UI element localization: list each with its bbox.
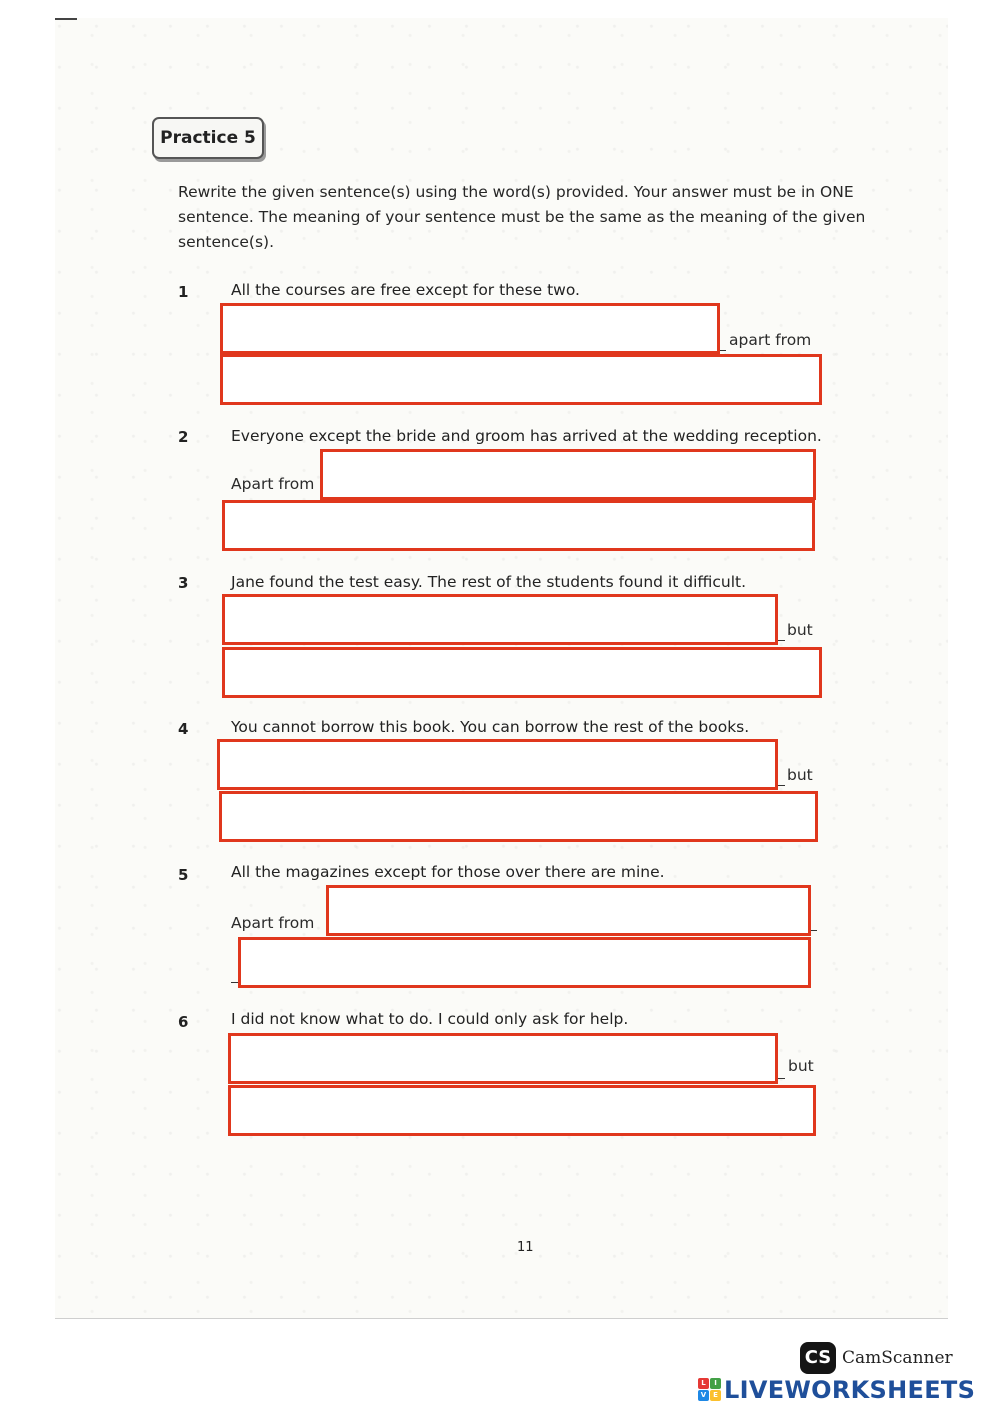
question-number: 3 bbox=[178, 574, 189, 592]
question-text: All the magazines except for those over there are mine. bbox=[231, 863, 665, 881]
keyword-label: Apart from bbox=[231, 914, 315, 932]
question-number: 1 bbox=[178, 283, 189, 301]
answer-underline bbox=[778, 785, 785, 786]
camscanner-icon: CS bbox=[800, 1342, 836, 1374]
answer-underline bbox=[778, 1078, 785, 1079]
answer-underline bbox=[778, 640, 785, 641]
answer-box-1b[interactable] bbox=[220, 354, 822, 405]
practice-title: Practice 5 bbox=[152, 117, 264, 159]
instructions: Rewrite the given sentence(s) using the word(s) provided. Your answer must be in ONE sentence. The meaning of your sentence must be the same as the meaning of the given sentence(s). bbox=[178, 183, 866, 251]
answer-box-5a[interactable] bbox=[326, 885, 811, 936]
question-text: All the courses are free except for these two. bbox=[231, 281, 580, 299]
answer-box-1a[interactable] bbox=[220, 303, 720, 354]
question-text: I did not know what to do. I could only ask for help. bbox=[231, 1010, 629, 1028]
question-number: 2 bbox=[178, 428, 189, 446]
question-number: 6 bbox=[178, 1013, 189, 1031]
answer-box-6b[interactable] bbox=[228, 1085, 816, 1136]
question-text: Jane found the test easy. The rest of the students found it difficult. bbox=[231, 573, 747, 591]
answer-box-3b[interactable] bbox=[222, 647, 822, 698]
page-number: 11 bbox=[517, 1240, 534, 1255]
question-text: You cannot borrow this book. You can borrow the rest of the books. bbox=[231, 718, 750, 736]
answer-box-2b[interactable] bbox=[222, 500, 815, 551]
answer-box-5b[interactable] bbox=[238, 937, 811, 988]
answer-underline bbox=[720, 350, 726, 351]
liveworksheets-label: LIVEWORKSHEETS bbox=[724, 1376, 976, 1404]
keyword-label: Apart from bbox=[231, 475, 315, 493]
keyword-label: but bbox=[787, 766, 813, 784]
question-text: Everyone except the bride and groom has arrived at the wedding reception. bbox=[231, 427, 822, 445]
answer-box-4b[interactable] bbox=[219, 791, 818, 842]
camscanner-label: CamScanner bbox=[842, 1348, 953, 1368]
answer-underline bbox=[231, 982, 238, 983]
keyword-label: but bbox=[787, 621, 813, 639]
keyword-label: apart from bbox=[729, 331, 812, 349]
answer-box-4a[interactable] bbox=[217, 739, 778, 790]
answer-box-6a[interactable] bbox=[228, 1033, 778, 1084]
keyword-label: but bbox=[788, 1057, 814, 1075]
scan-bottom-edge bbox=[55, 1318, 948, 1319]
answer-box-3a[interactable] bbox=[222, 594, 778, 645]
question-number: 4 bbox=[178, 720, 189, 738]
answer-box-2a[interactable] bbox=[320, 449, 816, 500]
liveworksheets-icon: L I V E bbox=[698, 1378, 722, 1402]
scan-edge-mark bbox=[55, 18, 77, 20]
question-number: 5 bbox=[178, 866, 189, 884]
answer-underline bbox=[811, 930, 817, 931]
